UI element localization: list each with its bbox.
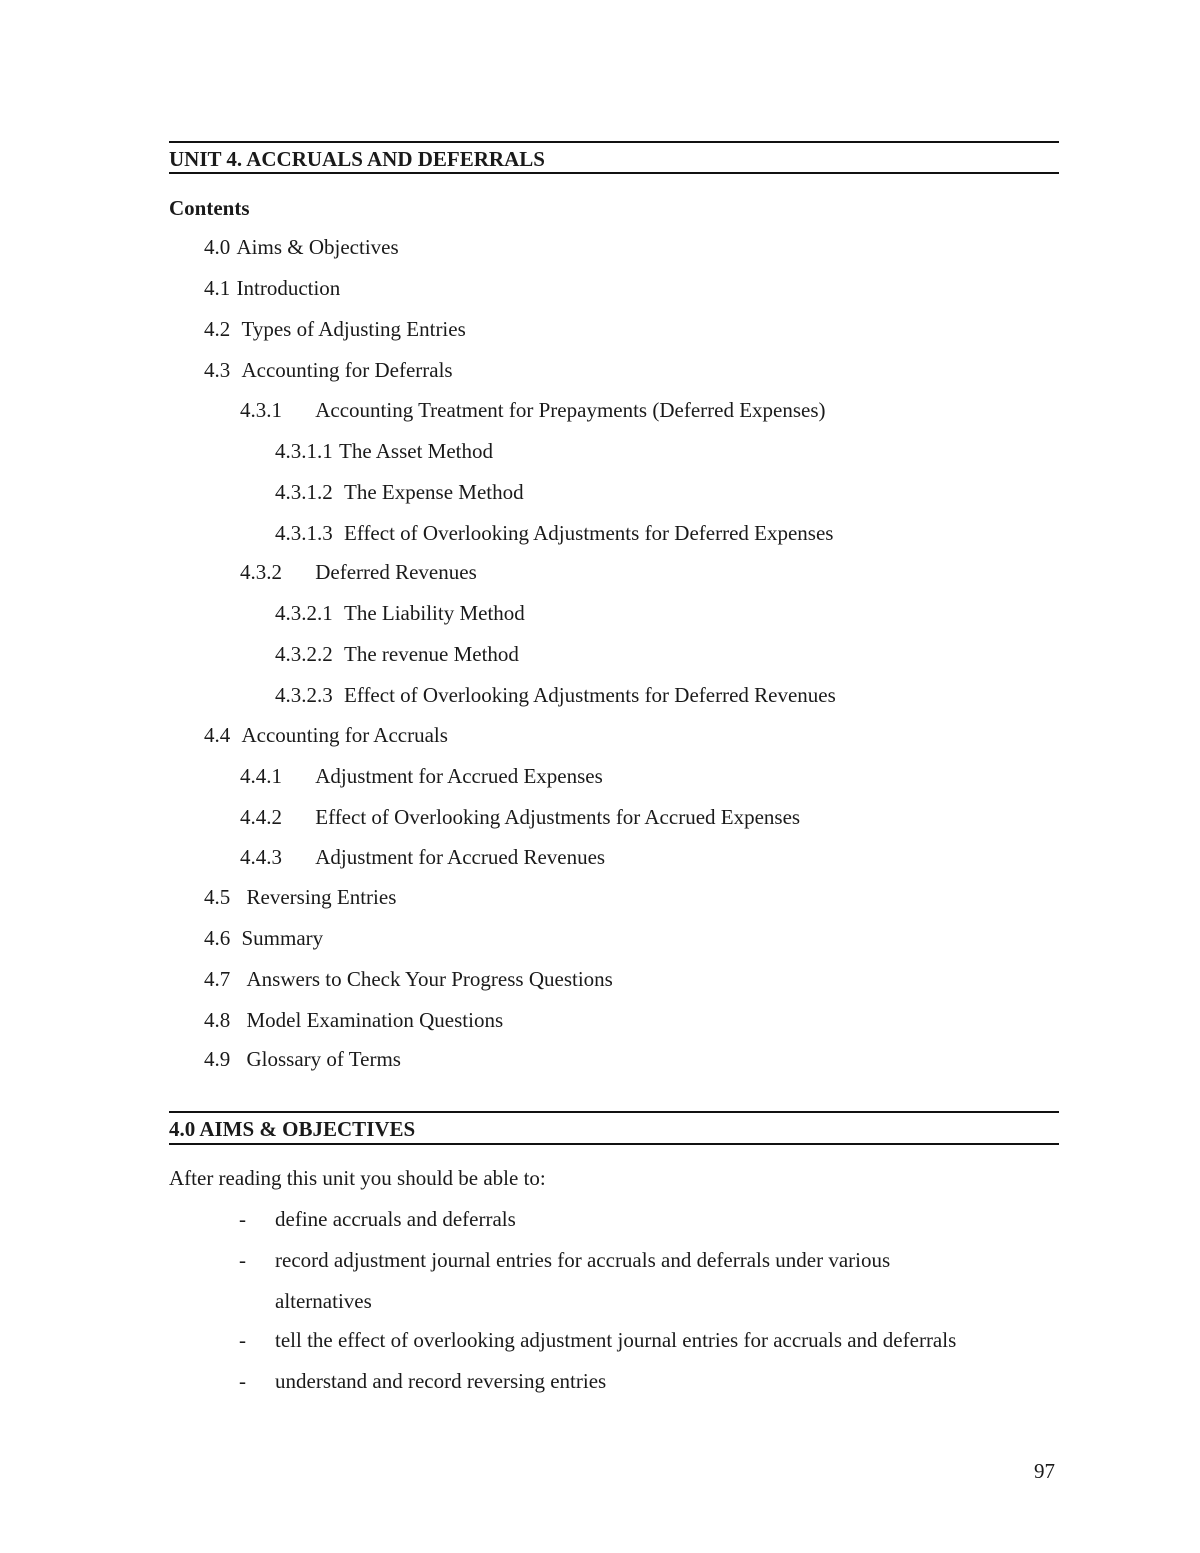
toc-number: 4.4.3 [240, 845, 282, 869]
toc-number: 4.3.2 [240, 560, 282, 584]
toc-number: 4.9 [204, 1047, 231, 1071]
toc-entry-4-4 [204, 723, 448, 747]
toc-title: Types of Adjusting Entries [241, 317, 466, 341]
toc-entry-4-3-2-1 [275, 601, 525, 625]
toc-number: 4.4.1 [240, 764, 282, 788]
toc-number: 4.5 [204, 885, 231, 909]
toc-entry-4-3-1 [240, 398, 826, 422]
toc-entry-4-5 [204, 885, 396, 909]
toc-entry-4-7 [204, 967, 613, 991]
objective-item: define accruals and deferrals [275, 1207, 516, 1231]
toc-entry-4-3-2 [240, 560, 477, 584]
toc-entry-4-4-1 [240, 764, 603, 788]
toc-title: Summary [241, 926, 324, 950]
bullet-dash: - [239, 1369, 246, 1393]
section-rule-upper [169, 1111, 1059, 1113]
toc-title: Reversing Entries [246, 885, 397, 909]
toc-title: The Asset Method [339, 439, 493, 463]
toc-title: Accounting for Accruals [241, 723, 448, 747]
toc-title: Introduction [236, 276, 341, 300]
toc-number: 4.3.2.2 [275, 642, 333, 666]
toc-title: Accounting Treatment for Prepayments (Deferred Expenses) [315, 398, 826, 422]
top-rule-upper [169, 141, 1059, 143]
toc-entry-4-4-3 [240, 845, 605, 869]
toc-title: The revenue Method [344, 642, 519, 666]
toc-title: Effect of Overlooking Adjustments for Deferred Revenues [344, 683, 836, 707]
toc-entry-4-3-2-3 [275, 683, 836, 707]
toc-entry-4-3-1-1 [275, 439, 493, 463]
toc-title: Accounting for Deferrals [241, 358, 453, 382]
toc-title: Adjustment for Accrued Revenues [315, 845, 606, 869]
toc-number: 4.1 [204, 276, 231, 300]
toc-number: 4.3.1.2 [275, 480, 333, 504]
toc-number: 4.4 [204, 723, 231, 747]
toc-number: 4.8 [204, 1008, 231, 1032]
toc-number: 4.3.1.3 [275, 521, 333, 545]
toc-entry-4-3 [204, 358, 453, 382]
toc-entry-4-3-1-2 [275, 480, 524, 504]
contents-label: Contents [169, 196, 250, 220]
page-number: 97 [1034, 1459, 1055, 1483]
toc-entry-4-8 [204, 1008, 503, 1032]
toc-title: Glossary of Terms [246, 1047, 401, 1071]
objective-item: understand and record reversing entries [275, 1369, 607, 1393]
toc-entry-4-0 [204, 235, 399, 259]
bullet-dash: - [239, 1207, 246, 1231]
toc-title: Effect of Overlooking Adjustments for Accrued Expenses [315, 805, 801, 829]
objective-item-continuation: alternatives [275, 1289, 372, 1313]
toc-number: 4.3.2.3 [275, 683, 333, 707]
toc-entry-4-9 [204, 1047, 401, 1071]
toc-title: The Expense Method [344, 480, 524, 504]
objective-item: record adjustment journal entries for accruals and deferrals under various [275, 1248, 891, 1272]
toc-title: The Liability Method [344, 601, 525, 625]
toc-entry-4-2 [204, 317, 466, 341]
toc-title: Deferred Revenues [315, 560, 477, 584]
objectives-intro: After reading this unit you should be able to: [169, 1166, 546, 1190]
toc-entry-4-4-2 [240, 805, 800, 829]
toc-number: 4.6 [204, 926, 231, 950]
objective-item: tell the effect of overlooking adjustment journal entries for accruals and deferrals [275, 1328, 957, 1352]
toc-number: 4.7 [204, 967, 231, 991]
toc-entry-4-1 [204, 276, 340, 300]
toc-entry-4-3-1-3 [275, 521, 833, 545]
toc-number: 4.3.1 [240, 398, 282, 422]
toc-number: 4.2 [204, 317, 231, 341]
bullet-dash: - [239, 1328, 246, 1352]
section-rule-lower [169, 1143, 1059, 1145]
toc-title: Adjustment for Accrued Expenses [315, 764, 603, 788]
toc-number: 4.0 [204, 235, 231, 259]
bullet-dash: - [239, 1248, 246, 1272]
toc-entry-4-3-2-2 [275, 642, 519, 666]
toc-number: 4.3.1.1 [275, 439, 333, 463]
toc-title: Answers to Check Your Progress Questions [246, 967, 613, 991]
toc-title: Aims & Objectives [236, 235, 399, 259]
toc-title: Model Examination Questions [246, 1008, 504, 1032]
top-rule-lower [169, 172, 1059, 174]
toc-entry-4-6 [204, 926, 323, 950]
toc-number: 4.4.2 [240, 805, 282, 829]
section-heading: 4.0 AIMS & OBJECTIVES [169, 1117, 416, 1141]
unit-heading: UNIT 4. ACCRUALS AND DEFERRALS [169, 147, 545, 171]
toc-title: Effect of Overlooking Adjustments for Deferred Expenses [344, 521, 834, 545]
toc-number: 4.3.2.1 [275, 601, 333, 625]
toc-number: 4.3 [204, 358, 231, 382]
